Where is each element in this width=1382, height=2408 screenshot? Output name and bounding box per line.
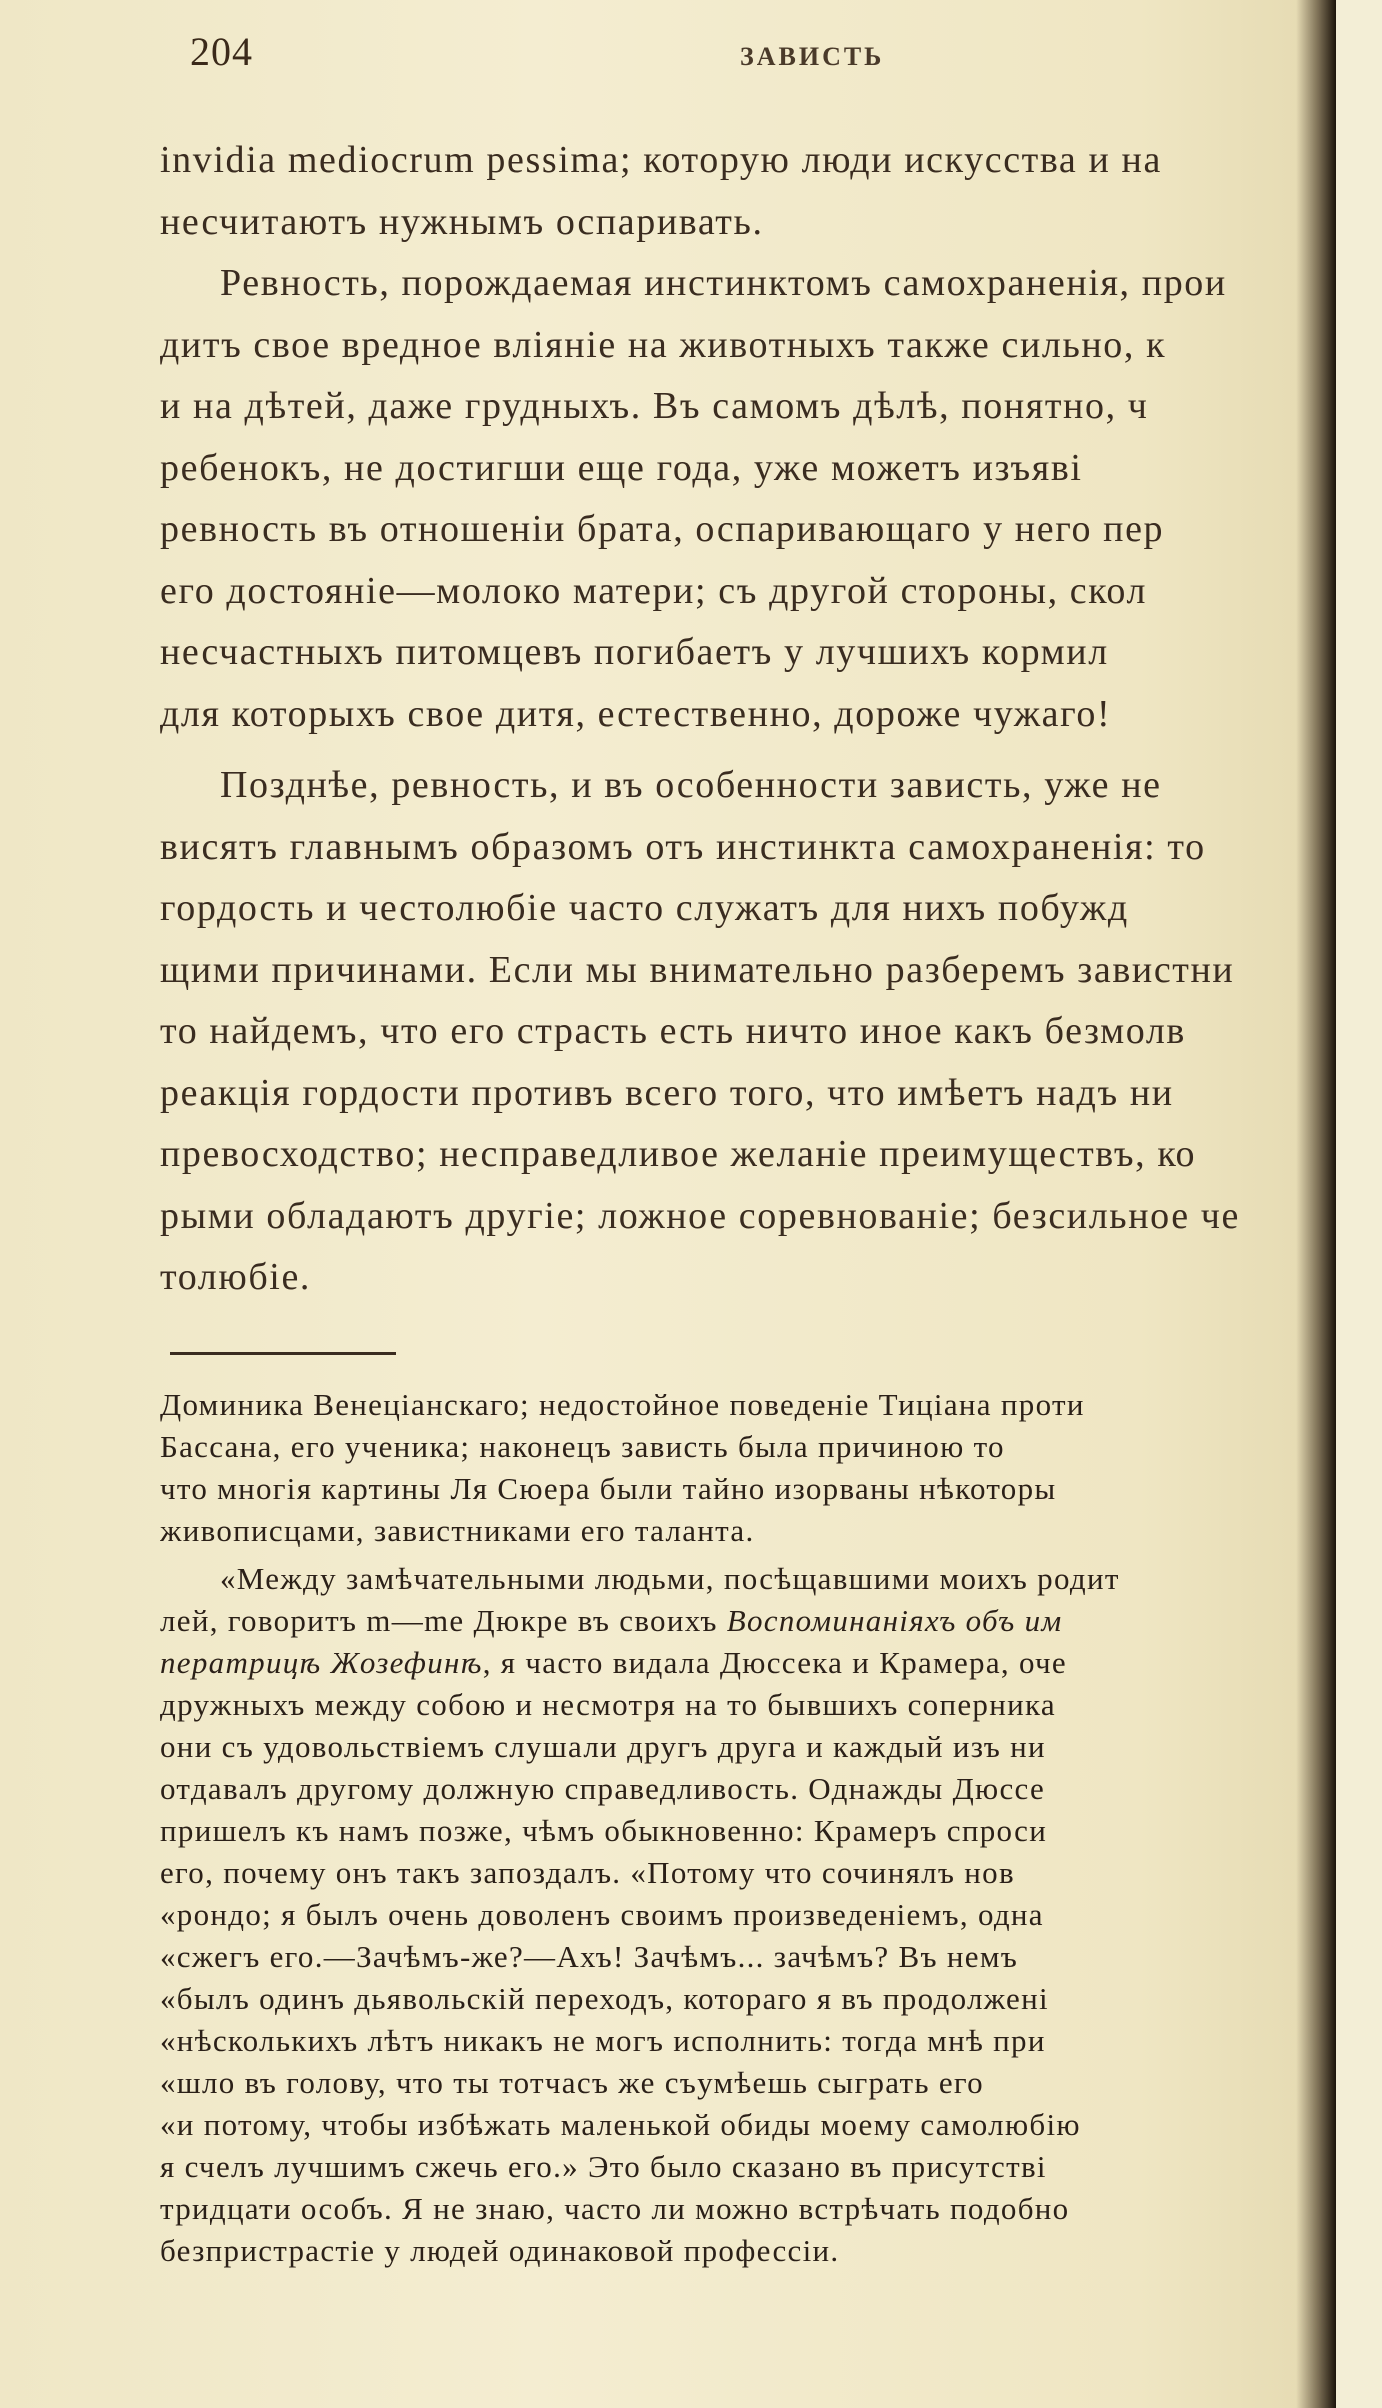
text-line: превосходство; несправедливое желаніе преимуществъ, ко — [160, 1133, 1197, 1175]
text-line: invidia mediocrum pessima; которую люди искусства и на — [160, 139, 1162, 181]
page-header — [190, 28, 1270, 88]
footnote-line: «рондо; я былъ очень доволенъ своимъ произведеніемъ, одна — [160, 1897, 1044, 1932]
footnote-line: Доминика Венеціанскаго; недостойное поведеніе Тиціана проти — [160, 1387, 1085, 1422]
footnote-line: его, почему онъ такъ запоздалъ. «Потому что сочинялъ нов — [160, 1855, 1015, 1890]
text-line: гордость и честолюбіе часто служатъ для нихъ побужд — [160, 887, 1129, 929]
text-line: висятъ главнымъ образомъ отъ инстинкта самохраненія: то — [160, 825, 1206, 868]
footnote-text: лей, говоритъ m—me Дюкре въ своихъ — [160, 1603, 727, 1638]
footnote-line: живописцами, завистниками его таланта. — [160, 1513, 755, 1548]
text-line: Позднѣе, ревность, и въ особенности зависть, уже не — [220, 764, 1162, 806]
footnote-line: «и потому, чтобы избѣжать маленькой обиды моему самолюбію — [160, 2107, 1081, 2142]
book-title-italic: Воспоминаніяхъ — [726, 1603, 957, 1638]
text-line: и на дѣтей, даже грудныхъ. Въ самомъ дѣлѣ, понятно, ч — [160, 385, 1149, 427]
footnote-line: «Между замѣчательными людьми, посѣщавшими моихъ родит — [220, 1561, 1120, 1596]
text-line: рыми обладаютъ другіе; ложное соревнованіе; безсильное че — [160, 1194, 1240, 1237]
footnote-divider — [170, 1352, 396, 1355]
text-line: толюбіе. — [160, 1256, 312, 1298]
running-head: ЗАВИСТЬ — [740, 42, 885, 71]
text-line: несчастныхъ питомцевъ погибаетъ у лучшихъ кормил — [160, 631, 1109, 673]
footnote-line: «нѣсколькихъ лѣтъ никакъ не могъ исполнить: тогда мнѣ при — [160, 2023, 1046, 2058]
footnote-line: отдавалъ другому должную справедливость. Однажды Дюссе — [160, 1771, 1046, 1806]
text-line: ревность въ отношеніи брата, оспаривающаго у него пер — [160, 508, 1165, 550]
footnote-line: пришелъ къ намъ позже, чѣмъ обыкновенно: Крамеръ спроси — [160, 1813, 1048, 1848]
footnote-line — [160, 1642, 1335, 1684]
text-line: дитъ свое вредное вліяніе на животныхъ также сильно, к — [160, 323, 1167, 366]
footnotes — [160, 1384, 1335, 2272]
text-line: для которыхъ свое дитя, естественно, дороже чужаго! — [160, 692, 1112, 735]
text-line: его достояніе—молоко матери; съ другой стороны, скол — [160, 569, 1148, 612]
footnote-line: я счелъ лучшимъ сжечь его.» Это было сказано въ присутстві — [160, 2149, 1047, 2184]
page-number: 204 — [190, 29, 253, 74]
footnote-line: они съ удовольствіемъ слушали другъ друга и каждый изъ ни — [160, 1729, 1046, 1764]
book-title-italic: ператрицѣ Жозефинѣ — [160, 1645, 483, 1680]
paragraph-2 — [160, 253, 1335, 745]
footnote-line: «сжегъ его.—Зачѣмъ-же?—Ахъ! Зачѣмъ... зачѣмъ? Въ немъ — [160, 1939, 1019, 1974]
text-line: реакція гордости противъ всего того, что имѣетъ надъ ни — [160, 1071, 1174, 1114]
binding-shadow — [1296, 0, 1336, 2408]
footnote-line — [160, 1600, 1335, 1642]
footnote-text-italic: объ им — [956, 1603, 1063, 1638]
text-line: несчитаютъ нужнымъ оспаривать. — [160, 200, 764, 243]
footnote-2 — [160, 1558, 1335, 2272]
footnote-1 — [160, 1384, 1335, 1552]
footnote-line: «шло въ голову, что ты тотчасъ же съумѣешь сыграть его — [160, 2065, 984, 2100]
footnote-line: безпристрастіе у людей одинаковой профессіи. — [160, 2233, 840, 2268]
text-line: Ревность, порождаемая инстинктомъ самохраненія, прои — [220, 262, 1227, 304]
main-text — [160, 130, 1335, 1309]
text-line: ребенокъ, не достигши еще года, уже можетъ изъяві — [160, 446, 1083, 489]
footnote-line: Бассана, его ученика; наконецъ зависть была причиною то — [160, 1429, 1005, 1464]
text-line: щими причинами. Если мы внимательно разберемъ завистни — [160, 948, 1235, 991]
footnote-line: «былъ одинъ дьявольскій переходъ, котораго я въ продолжені — [160, 1981, 1049, 2016]
paragraph-3 — [160, 755, 1335, 1309]
footnote-line: дружныхъ между собою и несмотря на то бывшихъ соперника — [160, 1687, 1056, 1722]
text-line: то найдемъ, что его страсть есть ничто иное какъ безмолв — [160, 1010, 1186, 1052]
paragraph-1 — [160, 130, 1335, 253]
footnote-line: тридцати особъ. Я не знаю, часто ли можно встрѣчать подобно — [160, 2191, 1070, 2226]
footnote-line: что многія картины Ля Сюера были тайно изорваны нѣкоторы — [160, 1471, 1057, 1506]
footnote-text: , я часто видала Дюссека и Крамера, оче — [482, 1645, 1067, 1680]
page-margin-edge — [1336, 0, 1382, 2408]
